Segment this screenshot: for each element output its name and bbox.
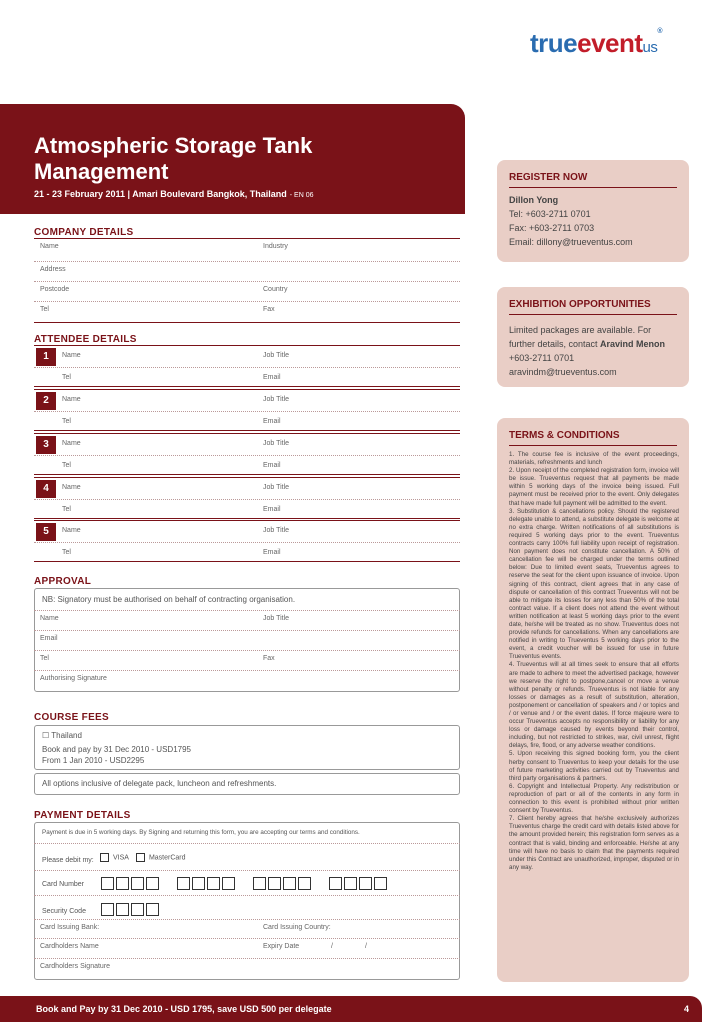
terms-item: 6. Copyright and Intellectual Property. Any redistribution or reproduction of part or all of the contents in any form in connection to this event is prohibited without prior written consent by Trueventus. (509, 782, 679, 815)
attendee-4[interactable]: 4 Name Job Title Tel Email (34, 477, 460, 519)
attendee-number: 5 (36, 523, 56, 541)
exhibition-line2: further details, contact Aravind Menon (509, 339, 666, 349)
register-contact: Dillon Yong (509, 195, 559, 205)
fee-option-thailand[interactable]: ☐ Thailand (42, 731, 82, 740)
page-number: 4 (684, 1004, 690, 1014)
fees-inclusive: All options inclusive of delegate pack, luncheon and refreshments. (42, 779, 277, 788)
attendee-number: 4 (36, 480, 56, 498)
terms-heading: TERMS & CONDITIONS (509, 430, 620, 441)
attendee-1[interactable]: 1 Name Job Title Tel Email (34, 345, 460, 387)
card-bank-row[interactable]: Card Issuing Bank: Card Issuing Country: (34, 919, 460, 939)
register-heading: REGISTER NOW (509, 172, 588, 183)
checkbox-icon[interactable]: ☐ (42, 731, 52, 740)
attendee-number: 1 (36, 348, 56, 366)
fee-standard: From 1 Jan 2010 - USD2295 (42, 756, 145, 765)
terms-item: 1. The course fee is inclusive of the event proceedings, materials, refreshments and lunch (509, 451, 679, 467)
attendee-5[interactable]: 5 Name Job Title Tel Email (34, 520, 460, 562)
security-code-label: Security Code (42, 908, 86, 915)
payment-note: Payment is due in 5 working days. By Signing and returning this form, you are accepting our terms and conditions. (42, 829, 360, 836)
trueventus-logo: trueeventus® (530, 28, 663, 58)
mastercard-option[interactable]: MasterCard (136, 853, 186, 862)
attendee-number: 2 (36, 392, 56, 410)
card-number-label: Card Number (42, 881, 85, 888)
exhibition-heading: EXHIBITION OPPORTUNITIES (509, 299, 651, 310)
exhibition-tel: +603-2711 0701 (509, 353, 575, 363)
approval-heading: APPROVAL (34, 576, 92, 587)
footer-bar (0, 996, 702, 1022)
fees-heading: COURSE FEES (34, 712, 109, 723)
checkbox-icon[interactable] (100, 853, 109, 862)
register-fax: Fax: +603-2711 0703 (509, 223, 595, 233)
attendee-heading: ATTENDEE DETAILS (34, 334, 137, 345)
exhibition-line1: Limited packages are available. For (509, 325, 652, 335)
terms-item: 7. Client hereby agrees that he/she exclusively authorizes Trueventus charge the credit card with details listed above for the amount provided herein; this registration form serves as a contract that is valid, binding and enforceable. He/she at any time will have no basis to claim that the payments required under this Contract are unauthorized, improper, disputed or in any way. (509, 815, 679, 871)
approval-signature-row[interactable]: Authorising Signature (34, 670, 460, 690)
company-name-row[interactable]: Name Industry (34, 238, 460, 258)
company-tel-row[interactable]: Tel Fax (34, 301, 460, 323)
approval-name-row[interactable]: Name Job Title (34, 610, 460, 630)
exhibition-email[interactable]: aravindm@trueventus.com (509, 367, 617, 377)
approval-tel-row[interactable]: Tel Fax (34, 650, 460, 670)
terms-item: 5. Upon receiving this signed booking form, you the client herby consent to Trueventus to keep your details for the use of future marketing activities carried out by Trueventus and third party organisations & partners. (509, 750, 679, 782)
checkbox-icon[interactable] (136, 853, 145, 862)
security-code-input[interactable] (101, 901, 161, 919)
footer-offer: Book and Pay by 31 Dec 2010 - USD 1795, save USD 500 per delegate (36, 1004, 332, 1014)
register-tel: Tel: +603-2711 0701 (509, 209, 591, 219)
cardholder-signature-row[interactable]: Cardholders Signature (34, 958, 460, 978)
cardholder-name-row[interactable]: Cardholders Name Expiry Date / / (34, 938, 460, 958)
company-address-row[interactable]: Address (34, 261, 460, 281)
terms-item: 4. Trueventus will at all times seek to ensure that all efforts are made to adhere to meet the advertised package, however we reserve the right to postpone,cancel or move a venue without penalty or refunds. Trueventus is not liable for any losses or damages as a result of substitution, alteration, postponement or cancellation of speakers and / or topics and / or venue and / or the event dates. If force majeure were to occur Trueventus accepts no responsibility or liability for any loss or damage caused by events beyond their control, including, but not restricted to strikes, war, civil unrest, flight delays, fire, flood, or any adverse weather conditions. (509, 661, 679, 750)
fee-early: Book and pay by 31 Dec 2010 - USD1795 (42, 745, 191, 754)
attendee-number: 3 (36, 436, 56, 454)
exhibition-panel (497, 287, 689, 387)
register-email[interactable]: Email: dillony@trueventus.com (509, 237, 633, 247)
company-heading: COMPANY DETAILS (34, 227, 134, 238)
page-title: Atmospheric Storage Tank Management (34, 133, 313, 184)
terms-item: 3. Substitution & cancellations policy. Should the registered delegate unable to attend, a substitute delegate is welcome at no extra charge. Written notifications of all substitutions is required 5 working days prior to the event. Trueventus contracts carry 100% full liability upon receipt of registration. Non payment does not constitute cancellation. A 50% of cancellation fee will be charged under the terms outlined below: Due to limited event seats, Trueventus agrees to reserve the seat for the client upon issuance of invoice. Upon signing of this contract, client agrees that in any case of dispute or cancellation of this contract Trueventus will not be able to mitigate its losses for any less than 50% of the total contract value. If a client does not attend the event without written notification at least 5 working days prior to the event date, he/she will be treated as no show. Trueventus does not provide refunds for cancellations. When any cancellations are notified in writing to Trueventus 5 working days prior to the event, a credit voucher will be issued for use in future Trueventus events. (509, 507, 679, 661)
terms-list (509, 451, 679, 872)
payment-heading: PAYMENT DETAILS (34, 810, 131, 821)
approval-note: NB: Signatory must be authorised on behalf of contracting organisation. (42, 595, 296, 604)
attendee-3[interactable]: 3 Name Job Title Tel Email (34, 433, 460, 475)
debit-label: Please debit my: (42, 857, 94, 864)
event-subtitle: 21 - 23 February 2011 | Amari Boulevard Bangkok, Thailand - EN 06 (34, 189, 314, 199)
terms-item: 2. Upon receipt of the completed registration form, invoice will be issue. Trueventus request that all payments be made within 5 working days of the invoice being issued. Full payment must be received prior to the event. Only delegates that have made full payment will be admitted to the event. (509, 467, 679, 507)
register-panel (497, 160, 689, 262)
card-number-input[interactable] (101, 875, 389, 893)
visa-option[interactable]: VISA (100, 853, 129, 862)
approval-email-row[interactable]: Email (34, 630, 460, 650)
company-postcode-row[interactable]: Postcode Country (34, 281, 460, 301)
attendee-2[interactable]: 2 Name Job Title Tel Email (34, 389, 460, 431)
